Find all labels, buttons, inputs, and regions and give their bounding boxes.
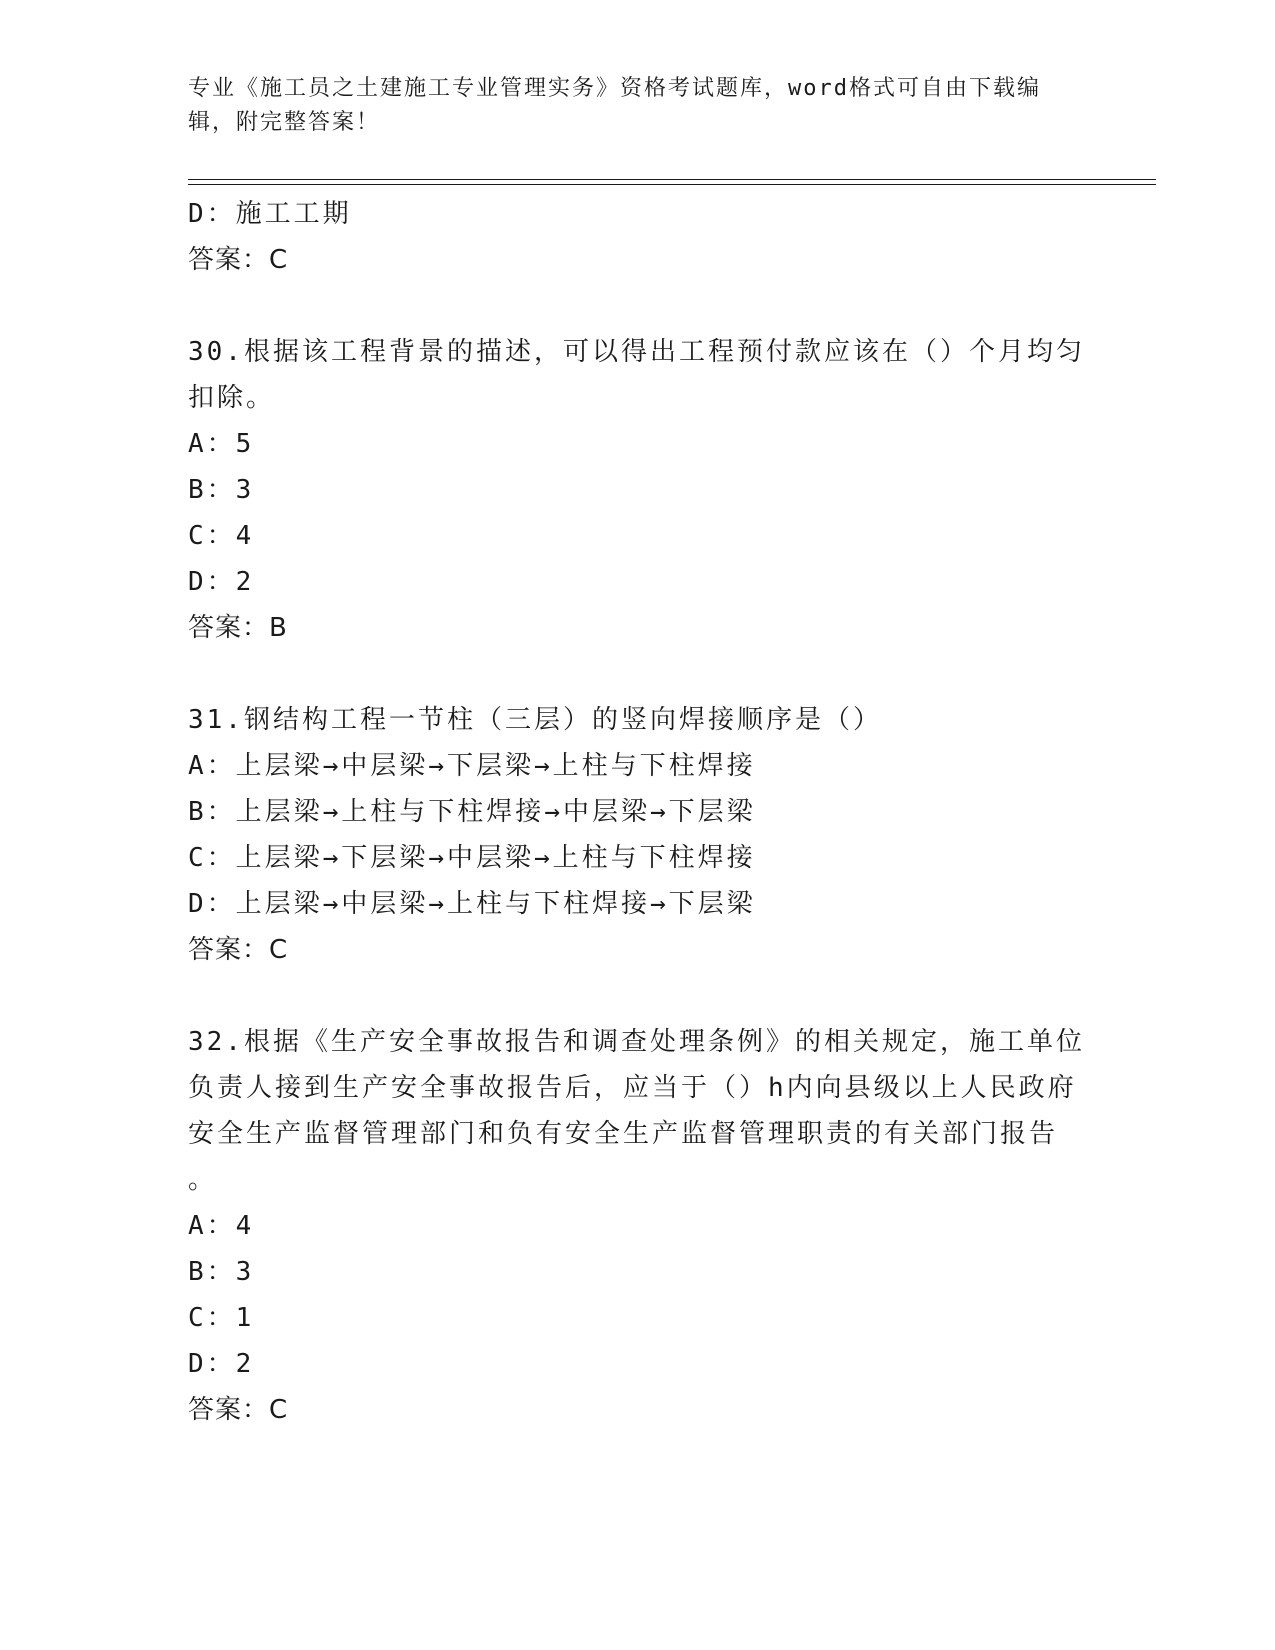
question-32-stem-line-2: 负责人接到生产安全事故报告后，应当于（）h内向县级以上人民政府 [188,1073,1077,1103]
question-31-option-c: C：上层梁→下层梁→中层梁→上柱与下柱焊接 [188,843,756,873]
question-32-option-d: D：2 [188,1349,255,1379]
question-30-stem-line-2: 扣除。 [188,383,276,413]
question-32-answer: 答案：C [188,1395,289,1425]
prev-option-d: D：施工工期 [188,199,352,229]
question-list [188,191,1088,1433]
question-31-option-d: D：上层梁→中层梁→上柱与下柱焊接→下层梁 [188,889,756,919]
question-30 [188,329,1088,651]
question-31 [188,697,1088,973]
spacer [188,651,1088,697]
spacer [188,283,1088,329]
header-line-1: 专业《施工员之土建施工专业管理实务》资格考试题库，word格式可自由下载编 [188,76,1041,101]
spacer [188,973,1088,1019]
question-30-answer: 答案：B [188,613,288,643]
question-31-option-a: A：上层梁→中层梁→下层梁→上柱与下柱焊接 [188,751,756,781]
question-32-stem-line-4: 。 [188,1165,218,1195]
question-32 [188,1019,1088,1433]
question-30-option-d: D：2 [188,567,255,597]
question-31-option-b: B：上层梁→上柱与下柱焊接→中层梁→下层梁 [188,797,756,827]
prev-answer: 答案：C [188,245,289,275]
header-divider-top [188,179,1156,180]
question-30-option-c: C：4 [188,521,255,551]
header-divider-bottom [188,184,1156,185]
document-header [188,72,1088,140]
question-32-option-c: C：1 [188,1303,255,1333]
question-32-option-b: B：3 [188,1257,255,1287]
question-31-answer: 答案：C [188,935,289,965]
question-30-option-b: B：3 [188,475,255,505]
question-32-stem-line-3: 安全生产监督管理部门和负有安全生产监督管理职责的有关部门报告 [188,1119,1059,1149]
header-line-2: 辑，附完整答案！ [188,110,381,135]
question-30-option-a: A：5 [188,429,255,459]
question-32-stem-line-1: 32.根据《生产安全事故报告和调查处理条例》的相关规定，施工单位 [188,1027,1085,1057]
question-32-option-a: A：4 [188,1211,255,1241]
question-31-stem-line-1: 31.钢结构工程一节柱（三层）的竖向焊接顺序是（） [188,705,882,735]
question-30-stem-line-1: 30.根据该工程背景的描述，可以得出工程预付款应该在（）个月均匀 [188,337,1085,367]
